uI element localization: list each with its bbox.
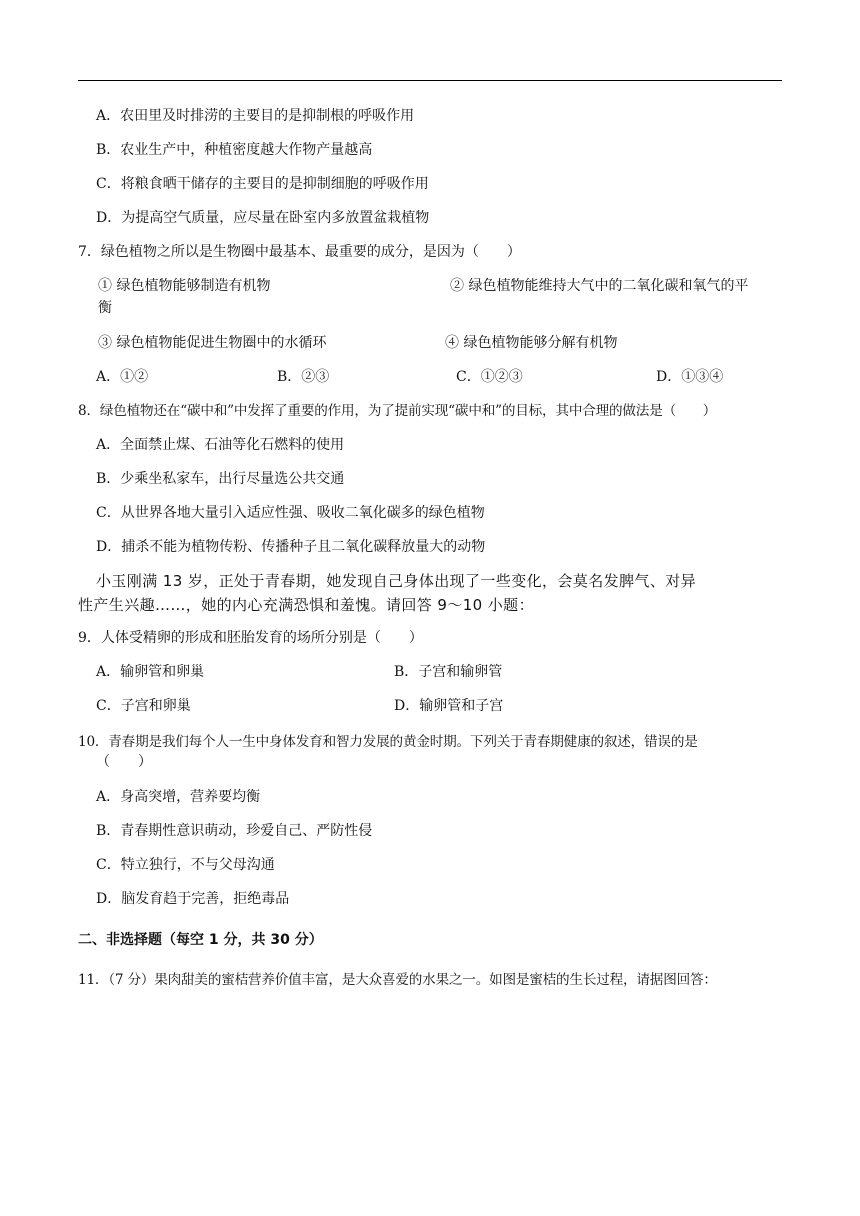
q6-option-d: D．为提高空气质量，应尽量在卧室内多放置盆栽植物	[96, 210, 430, 226]
q7-statement-1: ① 绿色植物能够制造有机物	[98, 278, 271, 294]
q8-option-c: C．从世界各地大量引入适应性强、吸收二氧化碳多的绿色植物	[96, 505, 485, 521]
q9-option-a: A．输卵管和卵巢	[96, 664, 205, 680]
q9-option-c: C．子宫和卵巢	[96, 698, 191, 714]
q8-option-d: D．捕杀不能为植物传粉、传播种子且二氧化碳释放量大的动物	[96, 539, 486, 555]
header-rule	[78, 80, 782, 81]
q8-option-a: A．全面禁止煤、石油等化石燃料的使用	[96, 437, 345, 453]
passage-line-1: 小玉刚满 13 岁，正处于青春期，她发现自己身体出现了一些变化，会莫名发脾气、对异	[96, 572, 697, 590]
q7-statement-4: ④ 绿色植物能够分解有机物	[445, 335, 618, 351]
q6-option-b: B．农业生产中，种植密度越大作物产量越高	[96, 142, 373, 158]
q10-option-a: A．身高突增，营养要均衡	[96, 789, 261, 805]
q9-option-d: D．输卵管和子宫	[394, 698, 504, 714]
q10-option-c: C．特立独行，不与父母沟通	[96, 857, 275, 873]
q7-option-a: A．①②	[96, 369, 149, 385]
q9-stem: 9．人体受精卵的形成和胚胎发育的场所分别是（ ）	[78, 630, 423, 646]
q7-stem: 7．绿色植物之所以是生物圈中最基本、最重要的成分，是因为（ ）	[78, 244, 521, 260]
q7-option-d: D．①③④	[656, 369, 724, 385]
q10-option-b: B．青春期性意识萌动，珍爱自己、严防性侵	[96, 823, 373, 839]
q7-statement-2-continued: 衡	[98, 300, 112, 316]
q6-option-c: C．将粮食晒干储存的主要目的是抑制细胞的呼吸作用	[96, 176, 429, 192]
q8-option-b: B．少乘坐私家车，出行尽量选公共交通	[96, 471, 345, 487]
q7-statement-2: ② 绿色植物能维持大气中的二氧化碳和氧气的平	[450, 278, 749, 294]
q10-stem: 10．青春期是我们每个人一生中身体发育和智力发展的黄金时期。下列关于青春期健康的叙述，错误的是	[78, 734, 698, 750]
q11-stem: 11．（7 分）果肉甜美的蜜桔营养价值丰富，是大众喜爱的水果之一。如图是蜜桔的生长过程，请据图回答：	[78, 972, 717, 988]
q6-option-a: A．农田里及时排涝的主要目的是抑制根的呼吸作用	[96, 108, 415, 124]
q10-stem-continued: （ ）	[96, 754, 152, 770]
q9-option-b: B．子宫和输卵管	[394, 664, 503, 680]
q7-option-c: C．①②③	[456, 369, 523, 385]
q8-stem: 8．绿色植物还在“碳中和”中发挥了重要的作用，为了提前实现“碳中和”的目标，其中合理的做法是（ ）	[78, 403, 717, 419]
q7-statement-3: ③ 绿色植物能促进生物圈中的水循环	[98, 335, 327, 351]
q10-option-d: D．脑发育趋于完善，拒绝毒品	[96, 891, 290, 907]
section-heading: 二、非选择题（每空 1 分，共 30 分）	[78, 932, 323, 948]
q7-option-b: B．②③	[277, 369, 330, 385]
passage-line-2: 性产生兴趣……，她的内心充满恐惧和羞愧。请回答 9～10 小题：	[78, 596, 534, 614]
